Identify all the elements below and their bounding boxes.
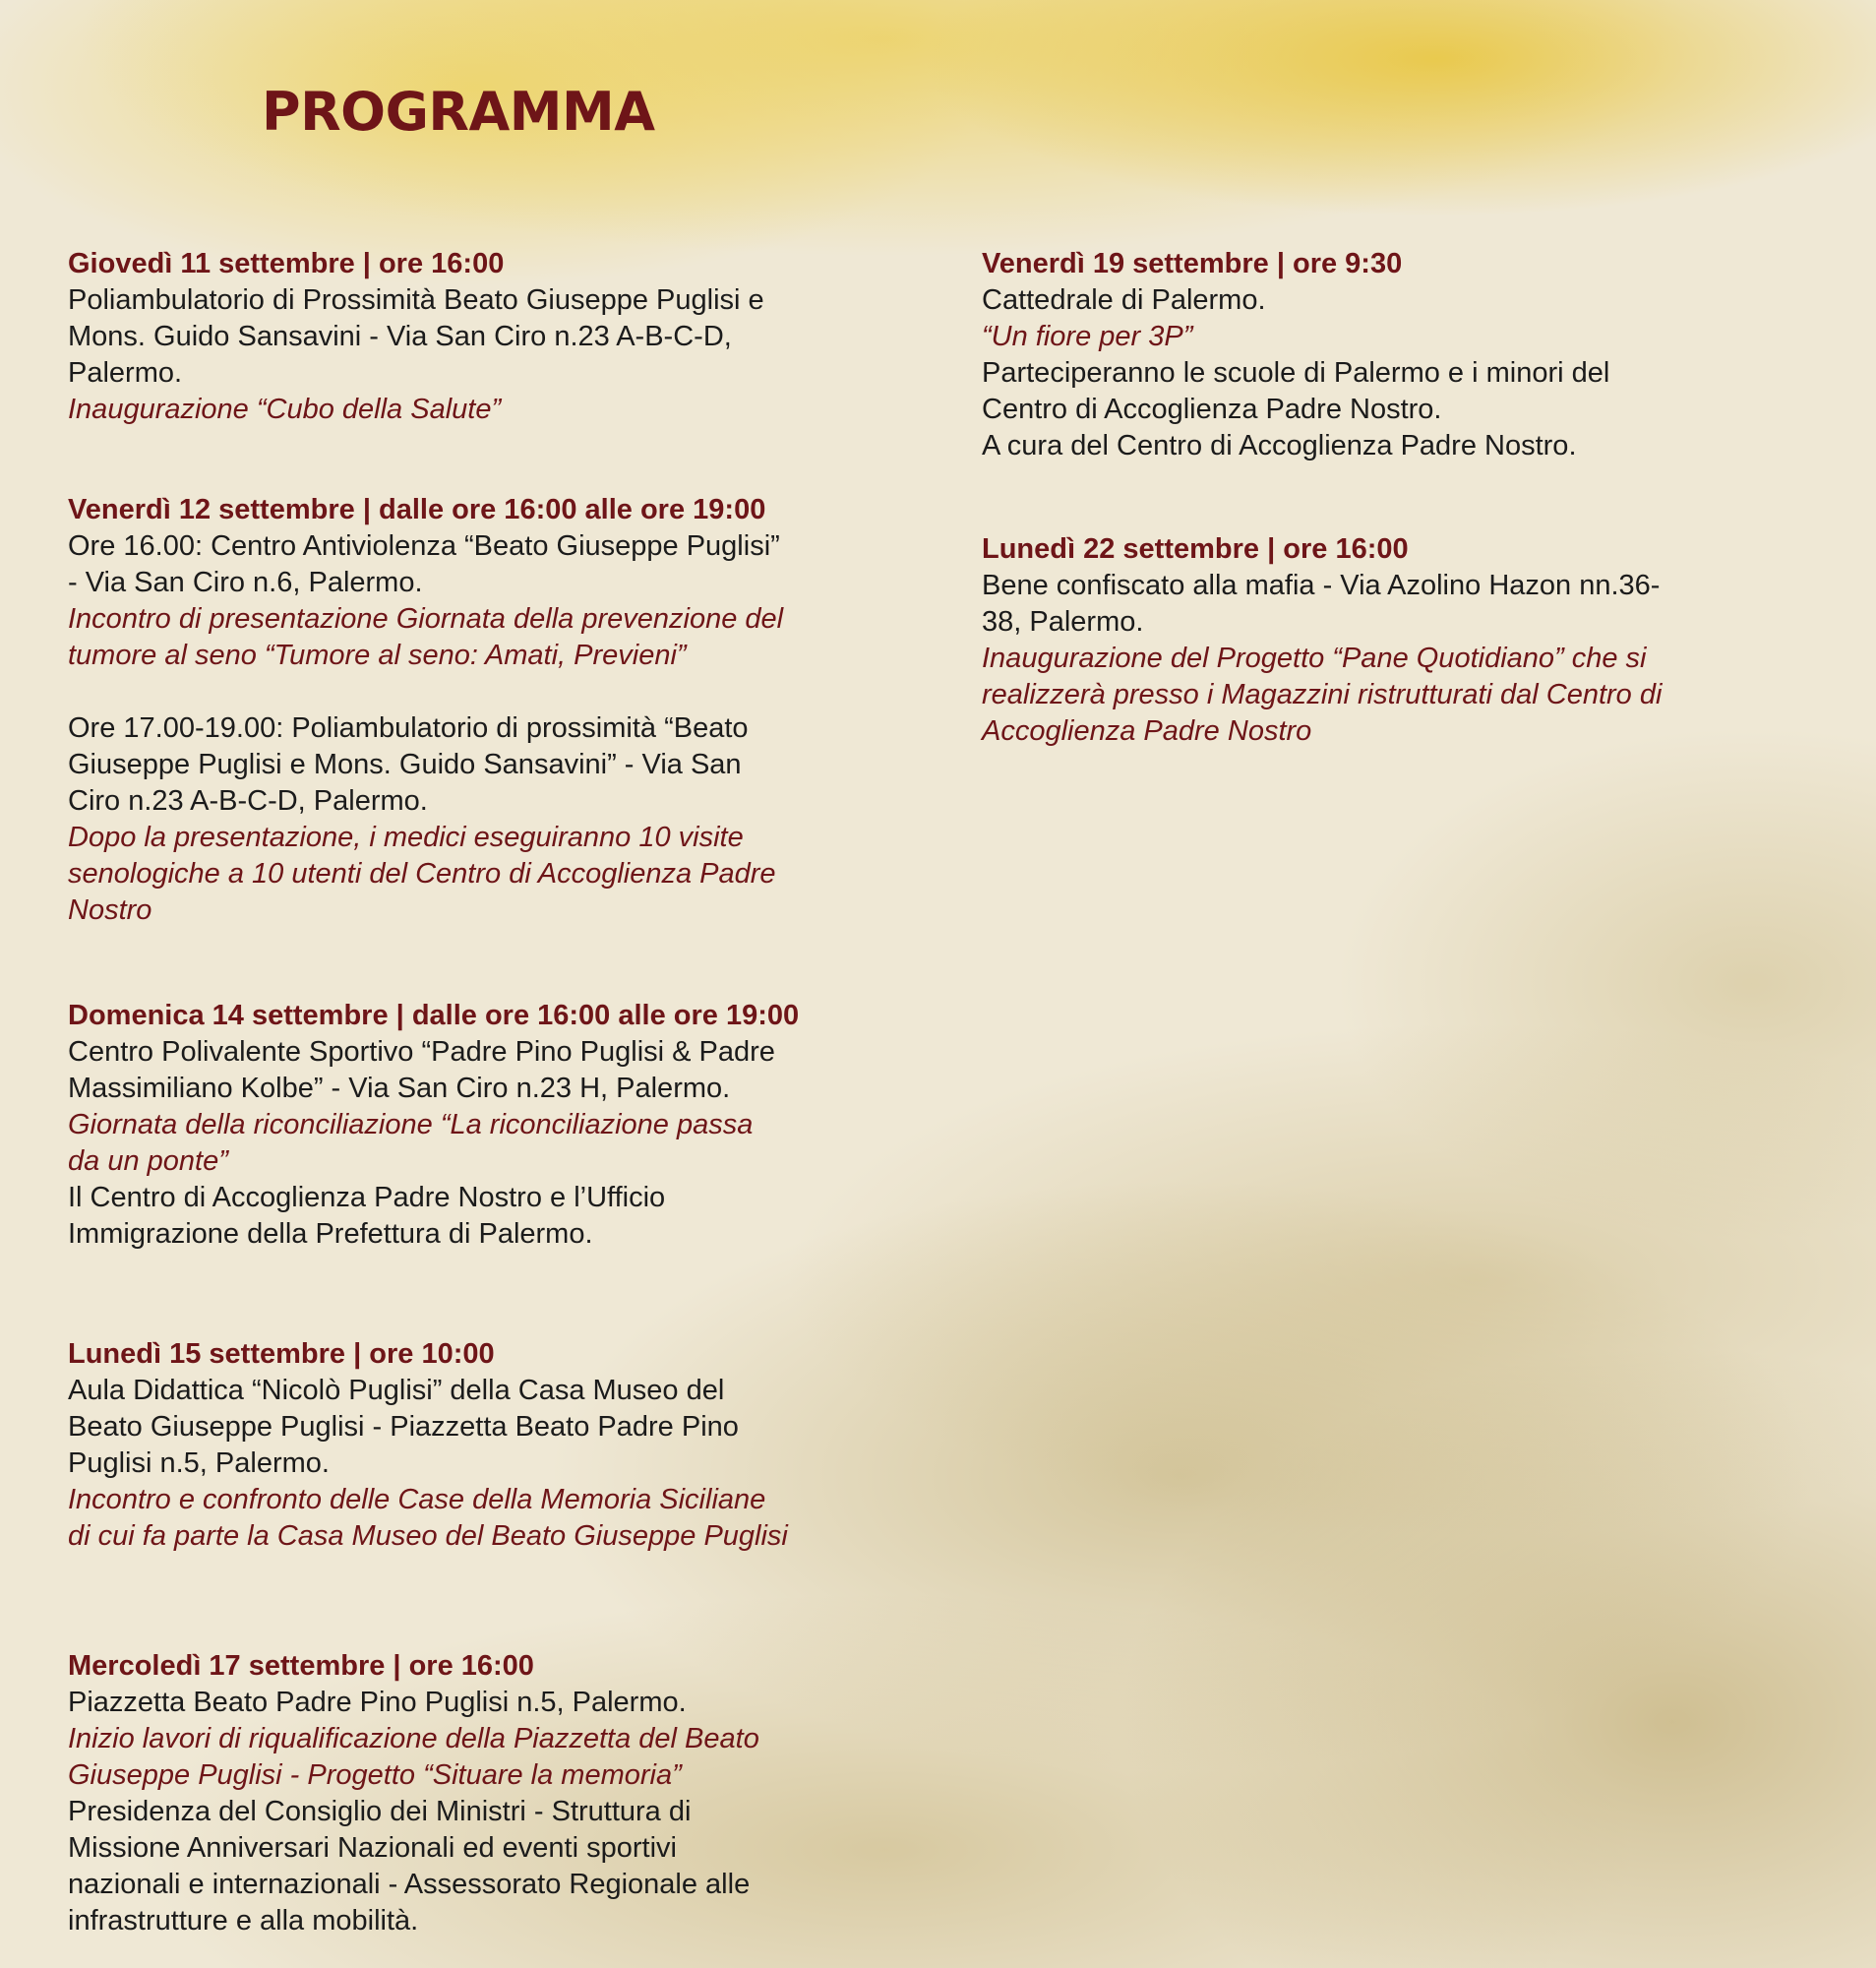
- event-date: Venerdì 19 settembre | ore 9:30: [982, 248, 1403, 279]
- event-line: Piazzetta Beato Padre Pino Puglisi n.5, Palermo.: [68, 1687, 687, 1718]
- left-column: [68, 246, 934, 1939]
- event-line: Ore 16.00: Centro Antiviolenza “Beato Giuseppe Puglisi”: [68, 530, 780, 562]
- event-mercoledi-17: [68, 1648, 934, 1939]
- event-note: da un ponte”: [68, 1145, 228, 1177]
- event-line: Centro di Accoglienza Padre Nostro.: [982, 394, 1442, 425]
- event-line: Immigrazione della Prefettura di Palermo.: [68, 1218, 593, 1250]
- event-note: Incontro di presentazione Giornata della prevenzione del: [68, 603, 784, 635]
- event-line: Ciro n.23 A-B-C-D, Palermo.: [68, 785, 428, 817]
- event-note: Dopo la presentazione, i medici eseguiranno 10 visite: [68, 822, 744, 853]
- event-line: Poliambulatorio di Prossimità Beato Giuseppe Puglisi e: [68, 284, 764, 316]
- event-note: “Un fiore per 3P”: [982, 321, 1193, 352]
- event-date: Venerdì 12 settembre | dalle ore 16:00 alle ore 19:00: [68, 494, 766, 525]
- event-line: Bene confiscato alla mafia - Via Azolino Hazon nn.36-: [982, 570, 1661, 601]
- event-line: Puglisi n.5, Palermo.: [68, 1447, 330, 1479]
- event-line: Aula Didattica “Nicolò Puglisi” della Casa Museo del: [68, 1375, 725, 1406]
- event-date: Lunedì 22 settembre | ore 16:00: [982, 533, 1409, 565]
- event-note: Giuseppe Puglisi - Progetto “Situare la memoria”: [68, 1759, 682, 1791]
- event-date: Mercoledì 17 settembre | ore 16:00: [68, 1650, 534, 1682]
- event-note: di cui fa parte la Casa Museo del Beato Giuseppe Puglisi: [68, 1520, 788, 1552]
- event-line: Giuseppe Puglisi e Mons. Guido Sansavini” - Via San: [68, 749, 742, 780]
- event-line: Cattedrale di Palermo.: [982, 284, 1266, 316]
- event-line: - Via San Ciro n.6, Palermo.: [68, 567, 423, 598]
- event-line: Missione Anniversari Nazionali ed eventi sportivi: [68, 1832, 677, 1864]
- event-venerdi-19: [982, 246, 1847, 464]
- event-line: Palermo.: [68, 357, 183, 389]
- event-note: Nostro: [68, 894, 152, 926]
- event-line: infrastrutture e alla mobilità.: [68, 1905, 419, 1937]
- event-line: Centro Polivalente Sportivo “Padre Pino Puglisi & Padre: [68, 1036, 775, 1068]
- event-line: nazionali e internazionali - Assessorato Regionale alle: [68, 1869, 751, 1900]
- event-line: Beato Giuseppe Puglisi - Piazzetta Beato Padre Pino: [68, 1411, 739, 1443]
- event-lunedi-22: [982, 531, 1847, 750]
- event-line: Mons. Guido Sansavini - Via San Ciro n.23 A-B-C-D,: [68, 321, 732, 352]
- page-title: PROGRAMMA: [262, 81, 655, 143]
- event-domenica-14: [68, 998, 934, 1253]
- right-column: [982, 246, 1847, 750]
- event-note: realizzerà presso i Magazzini ristrutturati dal Centro di: [982, 679, 1663, 710]
- event-note: Incontro e confronto delle Case della Memoria Siciliane: [68, 1484, 766, 1515]
- event-note: Inaugurazione del Progetto “Pane Quotidiano” che si: [982, 643, 1647, 674]
- event-date: Lunedì 15 settembre | ore 10:00: [68, 1338, 495, 1370]
- event-note: senologiche a 10 utenti del Centro di Accoglienza Padre: [68, 858, 776, 890]
- event-lunedi-15: [68, 1336, 934, 1555]
- event-date: Giovedì 11 settembre | ore 16:00: [68, 248, 505, 279]
- event-line: 38, Palermo.: [982, 606, 1144, 638]
- event-line: A cura del Centro di Accoglienza Padre Nostro.: [982, 430, 1577, 461]
- event-note: Inizio lavori di riqualificazione della Piazzetta del Beato: [68, 1723, 759, 1754]
- event-giovedi-11: [68, 246, 934, 428]
- event-note: Inaugurazione “Cubo della Salute”: [68, 394, 502, 425]
- event-note: tumore al seno “Tumore al seno: Amati, Previeni”: [68, 640, 687, 671]
- event-date: Domenica 14 settembre | dalle ore 16:00 alle ore 19:00: [68, 1000, 800, 1031]
- event-venerdi-12: [68, 492, 934, 929]
- event-note: Accoglienza Padre Nostro: [982, 715, 1312, 747]
- event-line: Presidenza del Consiglio dei Ministri - Struttura di: [68, 1796, 692, 1827]
- event-line: Il Centro di Accoglienza Padre Nostro e l’Ufficio: [68, 1182, 666, 1213]
- event-line: Massimiliano Kolbe” - Via San Ciro n.23 H, Palermo.: [68, 1073, 731, 1104]
- event-line: Ore 17.00-19.00: Poliambulatorio di prossimità “Beato: [68, 712, 749, 744]
- event-note: Giornata della riconciliazione “La riconciliazione passa: [68, 1109, 754, 1140]
- event-line: Parteciperanno le scuole di Palermo e i minori del: [982, 357, 1610, 389]
